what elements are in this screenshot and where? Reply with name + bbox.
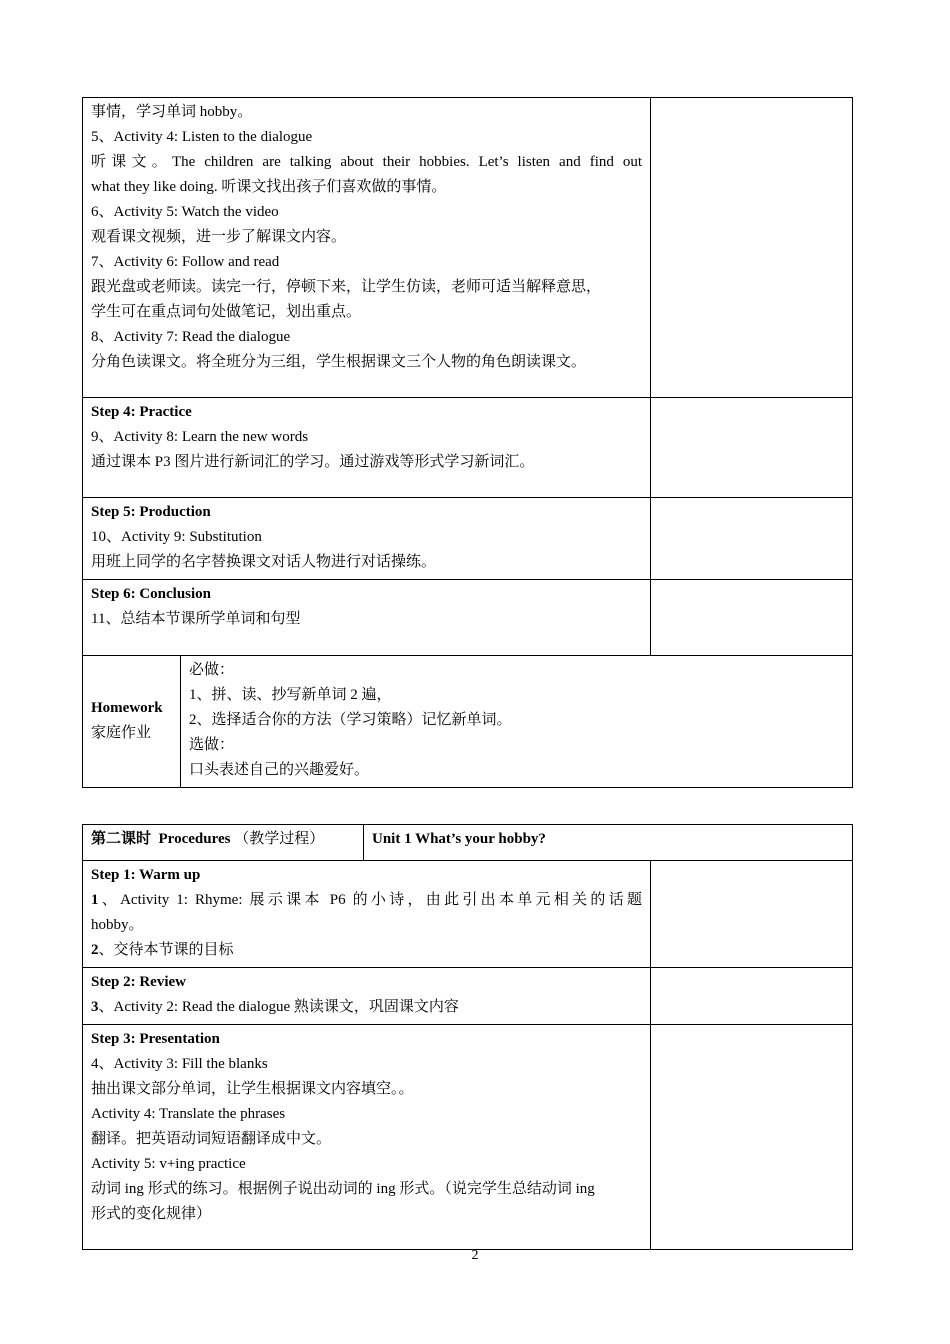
step2-title: Step 2: Review [91, 974, 186, 990]
lesson-header-row [83, 825, 853, 861]
text-line: 抽出课文部分单词，让学生根据课文内容填空。。 [91, 1081, 414, 1097]
text-line: 动词 ing 形式的练习。根据例子说出动词的 ing 形式。（说完学生总结动词 ing [91, 1181, 595, 1197]
notes-cell [651, 968, 853, 1025]
step5-title: Step 5: Production [91, 504, 211, 520]
page-number: 2 [471, 1248, 479, 1263]
step-number: 1 [91, 892, 99, 908]
step-number: 3 [91, 999, 99, 1015]
procedure-row-step3 [83, 1025, 853, 1250]
text-line: 通过课本 P3 图片进行新词汇的学习。通过游戏等形式学习新词汇。 [91, 454, 535, 470]
notes-cell [651, 1025, 853, 1250]
text-line: 8、Activity 7: Read the dialogue [91, 329, 291, 345]
text-line: hobby。 [91, 917, 144, 933]
text-line: 1、拼、读、抄写新单词 2 遍， [189, 687, 392, 703]
step-text: 、Activity 2: Read the dialogue 熟读课文，巩固课文内容 [98, 999, 459, 1015]
notes-cell [651, 498, 853, 580]
procedure-cell-activities [83, 98, 651, 398]
text-line [91, 995, 642, 1020]
step3-title: Step 3: Presentation [91, 1031, 220, 1047]
procedures-cn-label: （教学过程） [234, 831, 325, 847]
step4-cell [83, 398, 651, 498]
notes-cell [651, 98, 853, 398]
step1-cell [83, 861, 651, 968]
text-line: 口头表述自己的兴趣爱好。 [189, 762, 370, 778]
text-line: 选做： [189, 737, 235, 753]
text-line: what they like doing. 听课文找出孩子们喜欢做的事情。 [91, 179, 447, 195]
step6-title: Step 6: Conclusion [91, 586, 212, 602]
homework-label-cell [83, 656, 181, 788]
text-line: 6、Activity 5: Watch the video [91, 204, 279, 220]
text-line [91, 888, 642, 913]
procedures-label: Procedures [158, 831, 231, 847]
step5-cell [83, 498, 651, 580]
unit-title: Unit 1 What’s your hobby? [372, 831, 546, 847]
procedure-row-step5 [83, 498, 853, 580]
procedure-row-step6 [83, 580, 853, 656]
text-line [91, 938, 642, 963]
procedure-row-activities [83, 98, 853, 398]
text-line: 观看课文视频，进一步了解课文内容。 [91, 229, 347, 245]
procedure-row-step1 [83, 861, 853, 968]
text-line: 9、Activity 8: Learn the new words [91, 429, 309, 445]
step4-title: Step 4: Practice [91, 404, 192, 420]
text-line: 11、总结本节课所学单词和句型 [91, 611, 301, 627]
lesson-label: 第二课时 [91, 831, 152, 847]
homework-label-en: Homework [91, 699, 163, 716]
step-text: 、Activity 1: Rhyme: 展示课本 P6 的小诗，由此引出本单元相关的话题 [98, 892, 642, 908]
lesson-plan-table-1 [82, 97, 853, 788]
procedure-row-step4 [83, 398, 853, 498]
notes-cell [651, 580, 853, 656]
text-line: Activity 5: v+ing practice [91, 1156, 246, 1172]
text-line: 10、Activity 9: Substitution [91, 529, 262, 545]
lesson-header-right [364, 825, 853, 861]
homework-content-cell [181, 656, 853, 788]
homework-label-cn: 家庭作业 [91, 724, 152, 741]
text-line: 分角色读课文。将全班分为三组，学生根据课文三个人物的角色朗读课文。 [91, 354, 587, 370]
homework-row [83, 656, 853, 788]
text-line: 4、Activity 3: Fill the blanks [91, 1056, 268, 1072]
lesson-plan-table-2 [82, 824, 853, 1250]
step1-title: Step 1: Warm up [91, 867, 201, 883]
step2-cell [83, 968, 651, 1025]
text-line: 必做： [189, 662, 235, 678]
notes-cell [651, 861, 853, 968]
text-line: 听课文。The children are talking about their hobbies. Let’s listen and find out [91, 154, 643, 170]
step-text: 、交待本节课的目标 [98, 942, 234, 958]
text-line: 7、Activity 6: Follow and read [91, 254, 280, 270]
text-line: 形式的变化规律） [91, 1206, 212, 1222]
notes-cell [651, 398, 853, 498]
lesson-header-left [83, 825, 364, 861]
text-line: 2、选择适合你的方法（学习策略）记忆新单词。 [189, 712, 512, 728]
text-line: 5、Activity 4: Listen to the dialogue [91, 129, 313, 145]
text-line: 学生可在重点词句处做笔记，划出重点。 [91, 304, 362, 320]
text-line: 用班上同学的名字替换课文对话人物进行对话操练。 [91, 554, 437, 570]
step-number: 2 [91, 942, 99, 958]
text-line: 事情，学习单词 hobby。 [91, 104, 253, 120]
text-line: 翻译。把英语动词短语翻译成中文。 [91, 1131, 332, 1147]
step6-cell [83, 580, 651, 656]
text-line: Activity 4: Translate the phrases [91, 1106, 286, 1122]
procedure-row-step2 [83, 968, 853, 1025]
step3-cell [83, 1025, 651, 1250]
text-line: 跟光盘或老师读。读完一行，停顿下来，让学生仿读，老师可适当解释意思， [91, 279, 602, 295]
